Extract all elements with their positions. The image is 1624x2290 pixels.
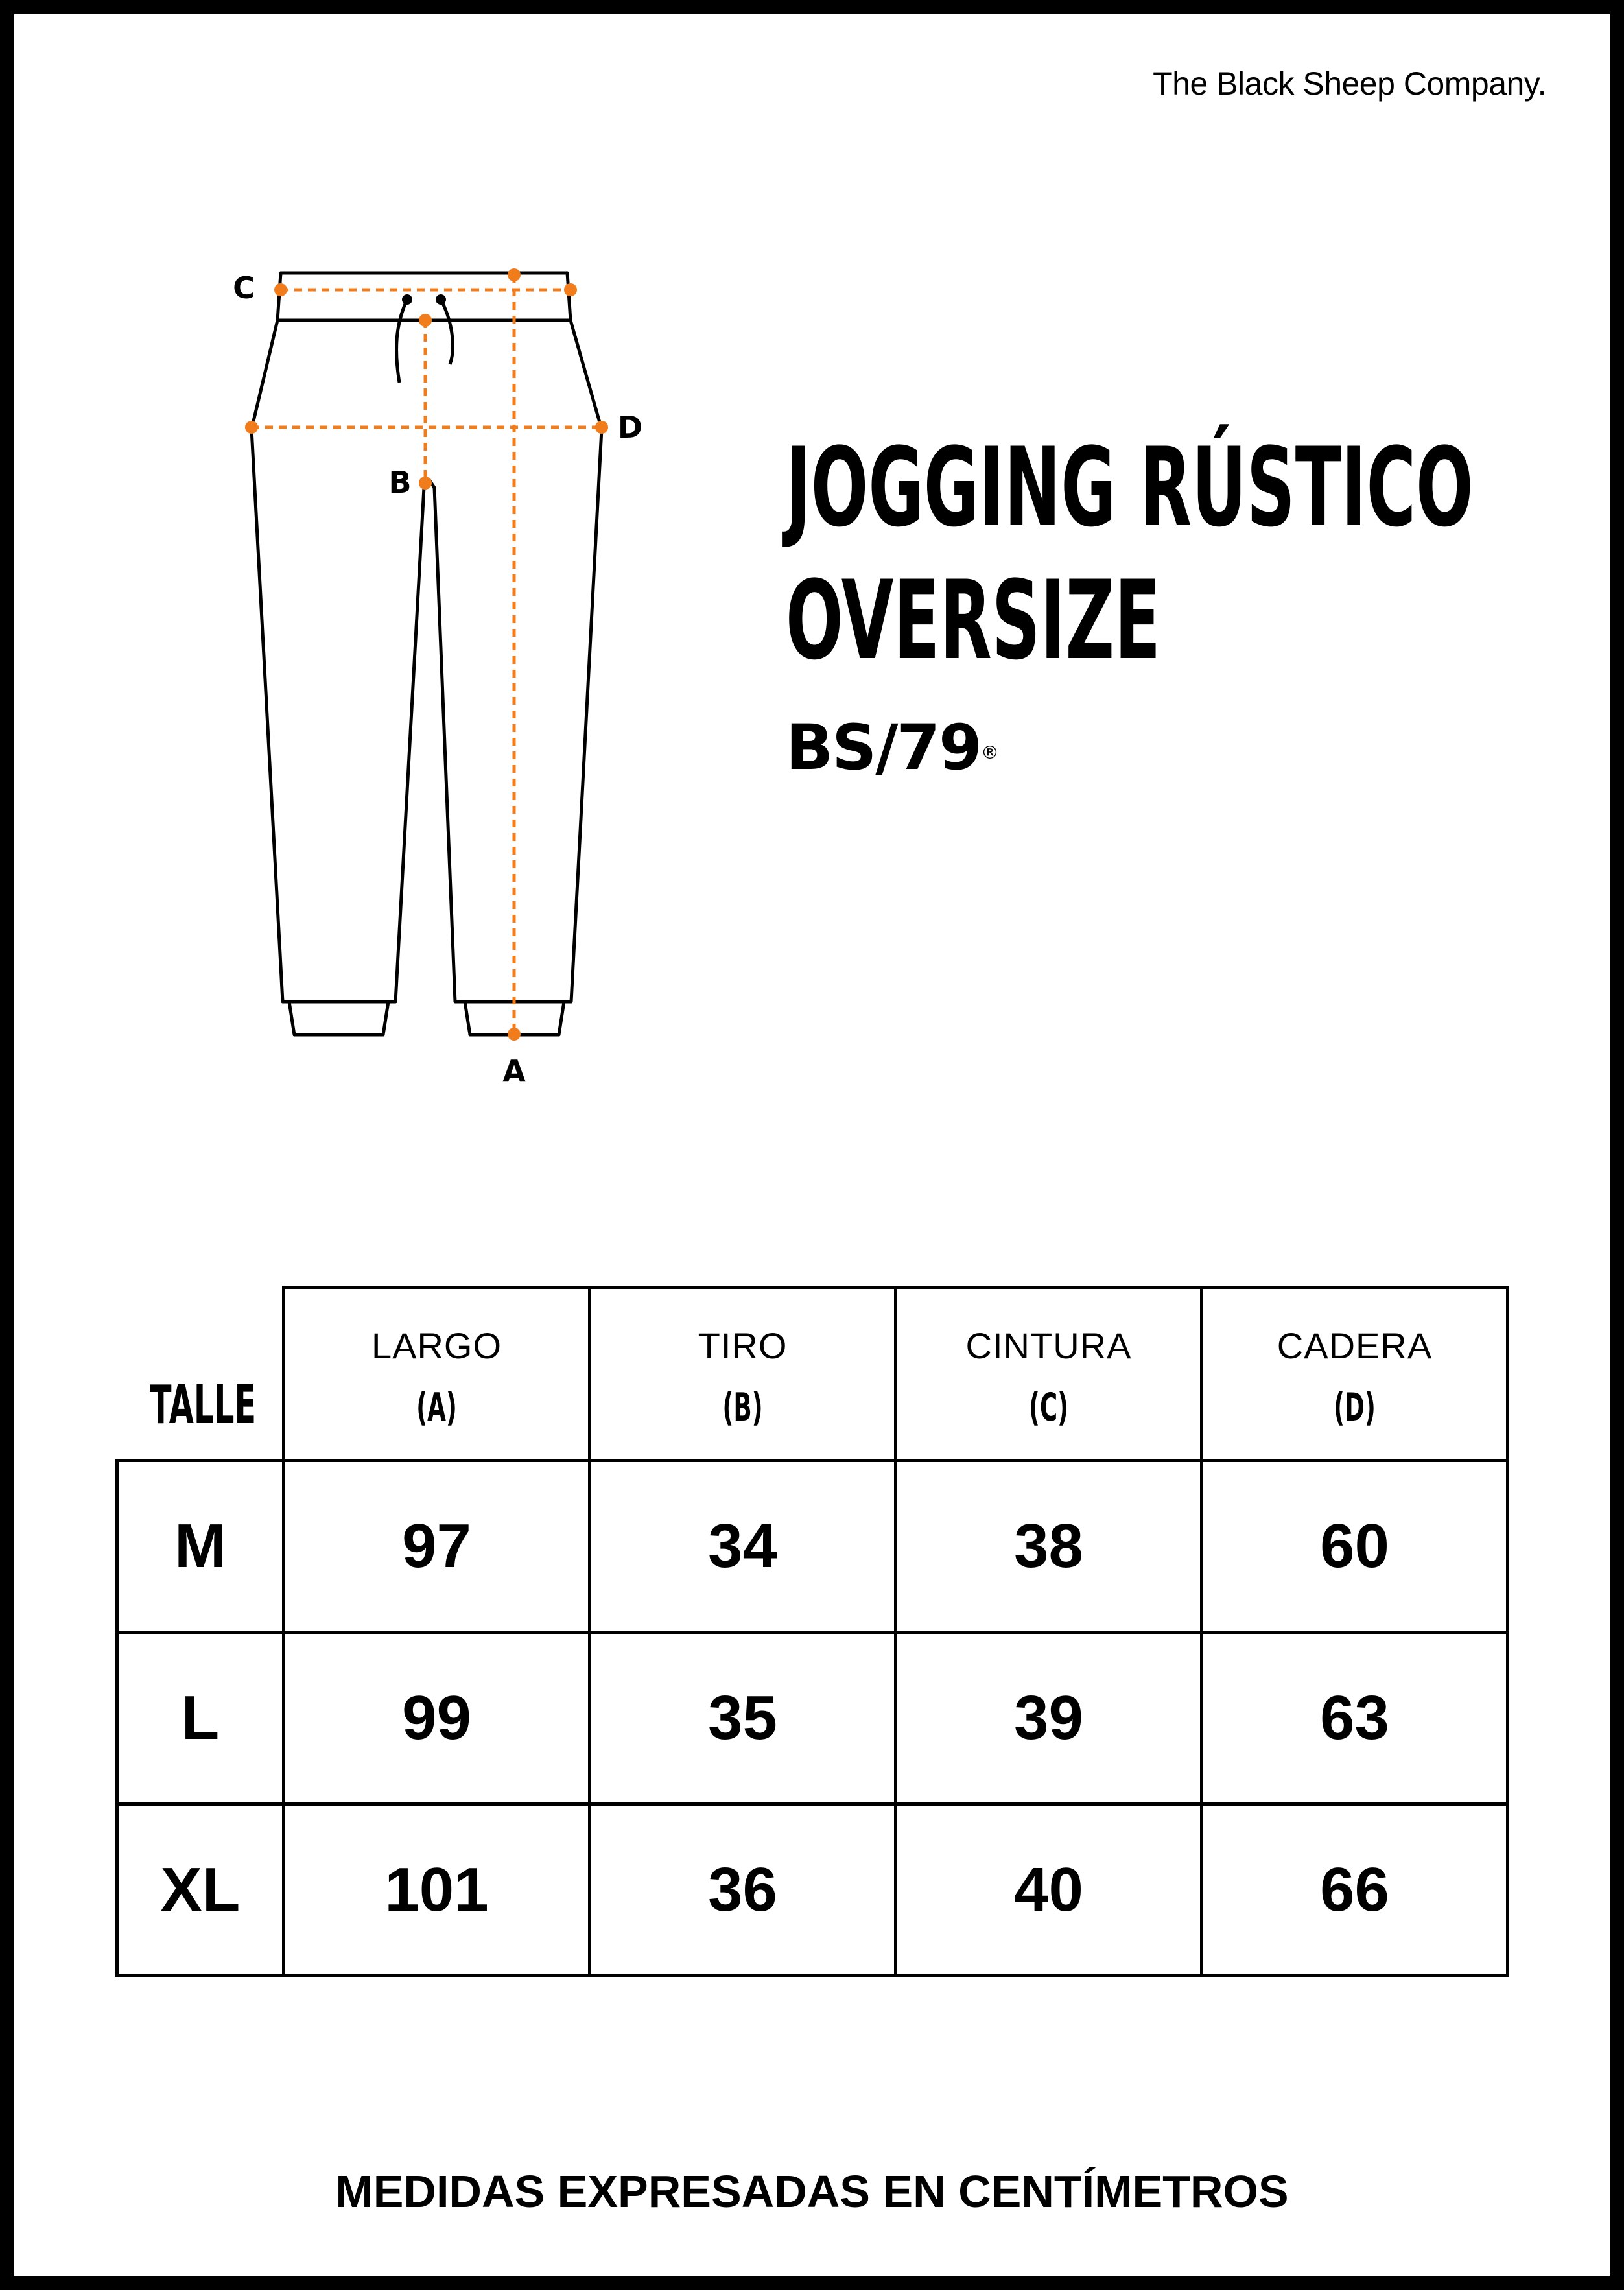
value-cell: 40 (896, 1804, 1202, 1976)
value-cell: 39 (896, 1633, 1202, 1804)
table-row (117, 1633, 1508, 1804)
size-cell: L (117, 1633, 284, 1804)
column-code: (D) (1334, 1384, 1376, 1430)
value-cell: 99 (284, 1633, 590, 1804)
column-name: CADERA (1277, 1325, 1433, 1366)
table-header-row (117, 1288, 1508, 1461)
brand-name: The Black Sheep Company. (1153, 65, 1546, 102)
size-cell: XL (117, 1804, 284, 1976)
value-cell: 101 (284, 1804, 590, 1976)
product-title-line-1: JOGGING RÚSTICO (786, 424, 1474, 551)
drawstring-eyelet-right (436, 294, 446, 305)
size-cell: M (117, 1461, 284, 1633)
header-cell-largo (284, 1288, 590, 1461)
value-cell: 63 (1202, 1633, 1508, 1804)
table-row (117, 1804, 1508, 1976)
units-note: MEDIDAS EXPRESADAS EN CENTÍMETROS (335, 2166, 1289, 2217)
value-cell: 66 (1202, 1804, 1508, 1976)
pants-measurement-diagram (0, 0, 713, 1115)
value-cell: 97 (284, 1461, 590, 1633)
header-cell-cadera (1202, 1288, 1508, 1461)
measure-point-c-right (564, 283, 577, 296)
product-title (786, 421, 1474, 687)
value-cell: 35 (590, 1633, 896, 1804)
label-a: A (502, 1054, 526, 1089)
value-cell: 36 (590, 1804, 896, 1976)
measure-point-a-bottom (508, 1028, 521, 1041)
brand-logo-text: BS/79 (786, 711, 981, 784)
column-code: (C) (1028, 1384, 1069, 1430)
label-d: D (617, 410, 643, 445)
measure-point-c-left (274, 283, 287, 296)
product-title-line-2: OVERSIZE (786, 557, 1161, 684)
table-row (117, 1461, 1508, 1633)
column-name: CINTURA (965, 1325, 1132, 1366)
measure-point-d-right (595, 421, 608, 434)
value-cell: 60 (1202, 1461, 1508, 1633)
column-code: (B) (722, 1384, 763, 1430)
header-corner-cell (117, 1288, 284, 1461)
size-chart-table (115, 1286, 1509, 1977)
drawstring-left (397, 300, 407, 383)
value-cell: 38 (896, 1461, 1202, 1633)
drawstring-right (441, 300, 453, 364)
waistband-outline (277, 273, 571, 320)
header-cell-cintura (896, 1288, 1202, 1461)
column-code: (A) (416, 1384, 457, 1430)
measure-point-b-top (419, 314, 432, 327)
brand-logo (786, 712, 999, 783)
label-c: C (233, 270, 255, 305)
measure-point-a-top (508, 268, 521, 281)
registered-mark: ® (980, 742, 999, 763)
column-name: LARGO (371, 1325, 502, 1366)
measure-point-b-bottom (419, 477, 432, 490)
column-name: TIRO (698, 1325, 788, 1366)
drawstring-eyelet-left (402, 294, 412, 305)
size-column-header: TALLE (150, 1375, 257, 1436)
label-b: B (388, 465, 412, 500)
header-cell-tiro (590, 1288, 896, 1461)
value-cell: 34 (590, 1461, 896, 1633)
left-cuff-outline (289, 1002, 388, 1035)
measure-point-d-left (245, 421, 258, 434)
